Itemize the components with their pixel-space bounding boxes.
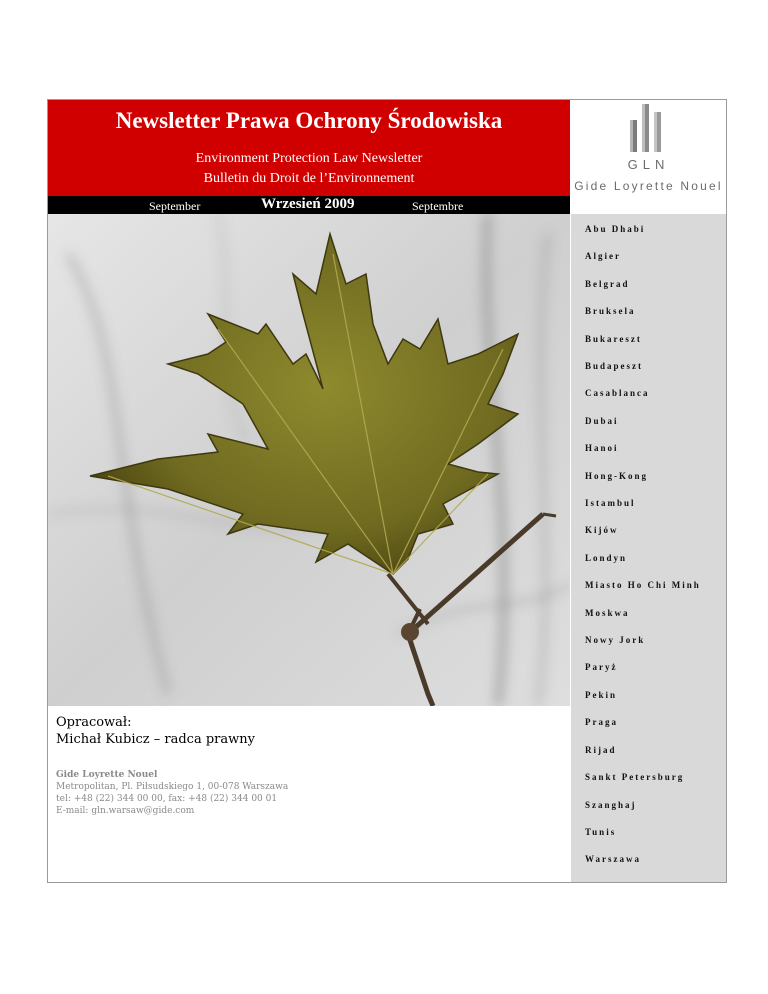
- firm-address: Metropolitan, Pl. Piłsudskiego 1, 00-078 Warszawa: [56, 782, 289, 792]
- office-item: Sankt Petersburg: [585, 772, 685, 782]
- office-item: Istambul: [585, 498, 636, 508]
- office-item: Londyn: [585, 553, 628, 563]
- firm-name: Gide Loyrette Nouel: [56, 770, 158, 780]
- office-item: Miasto Ho Chi Minh: [585, 580, 701, 590]
- office-list-sidebar: [571, 214, 726, 882]
- office-item: Abu Dhabi: [585, 224, 646, 234]
- month-french: Septembre: [412, 199, 464, 213]
- office-item: Warszawa: [585, 854, 641, 864]
- subtitle-french: Bulletin du Droit de l’Environnement: [203, 171, 415, 186]
- office-item: Hanoi: [585, 443, 619, 453]
- maple-leaf-photo: [48, 214, 570, 706]
- office-item: Moskwa: [585, 608, 630, 618]
- firm-email: E-mail: gln.warsaw@gide.com: [56, 806, 195, 816]
- subtitle-english: Environment Protection Law Newsletter: [195, 151, 423, 166]
- office-item: Nowy Jork: [585, 635, 646, 645]
- firm-contact-block: [56, 769, 288, 817]
- office-item: Casablanca: [585, 388, 650, 398]
- office-item: Szanghaj: [585, 800, 637, 810]
- author-label: Opracował:: [56, 715, 132, 730]
- office-item: Dubai: [585, 416, 619, 426]
- logo-firm-name: Gide Loyrette Nouel: [574, 179, 723, 193]
- office-item: Pekin: [585, 690, 618, 700]
- newsletter-title: Newsletter Prawa Ochrony Środowiska: [115, 108, 503, 133]
- firm-phone: tel: +48 (22) 344 00 00, fax: +48 (22) 344 00 01: [56, 794, 278, 804]
- office-item: Kijów: [585, 525, 619, 535]
- firm-logo: [571, 100, 726, 214]
- office-item: Algier: [585, 251, 621, 261]
- office-item: Belgrad: [585, 279, 630, 289]
- office-item: Bukareszt: [585, 334, 642, 344]
- office-item: Rijad: [585, 745, 617, 755]
- office-item: Tunis: [585, 827, 617, 837]
- office-item: Hong-Kong: [585, 471, 649, 481]
- author-name: Michał Kubicz – radca prawny: [56, 732, 255, 747]
- office-item: Bruksela: [585, 306, 636, 316]
- date-bar: [48, 196, 570, 214]
- newsletter-header: [48, 100, 570, 196]
- office-item: Praga: [585, 717, 618, 727]
- gln-bars-icon: [630, 102, 666, 152]
- issue-date: Wrzesień 2009: [261, 196, 355, 212]
- office-item: Paryż: [585, 662, 618, 672]
- month-english: September: [149, 199, 201, 213]
- office-item: Budapeszt: [585, 361, 644, 371]
- logo-letters: GLN: [627, 157, 670, 172]
